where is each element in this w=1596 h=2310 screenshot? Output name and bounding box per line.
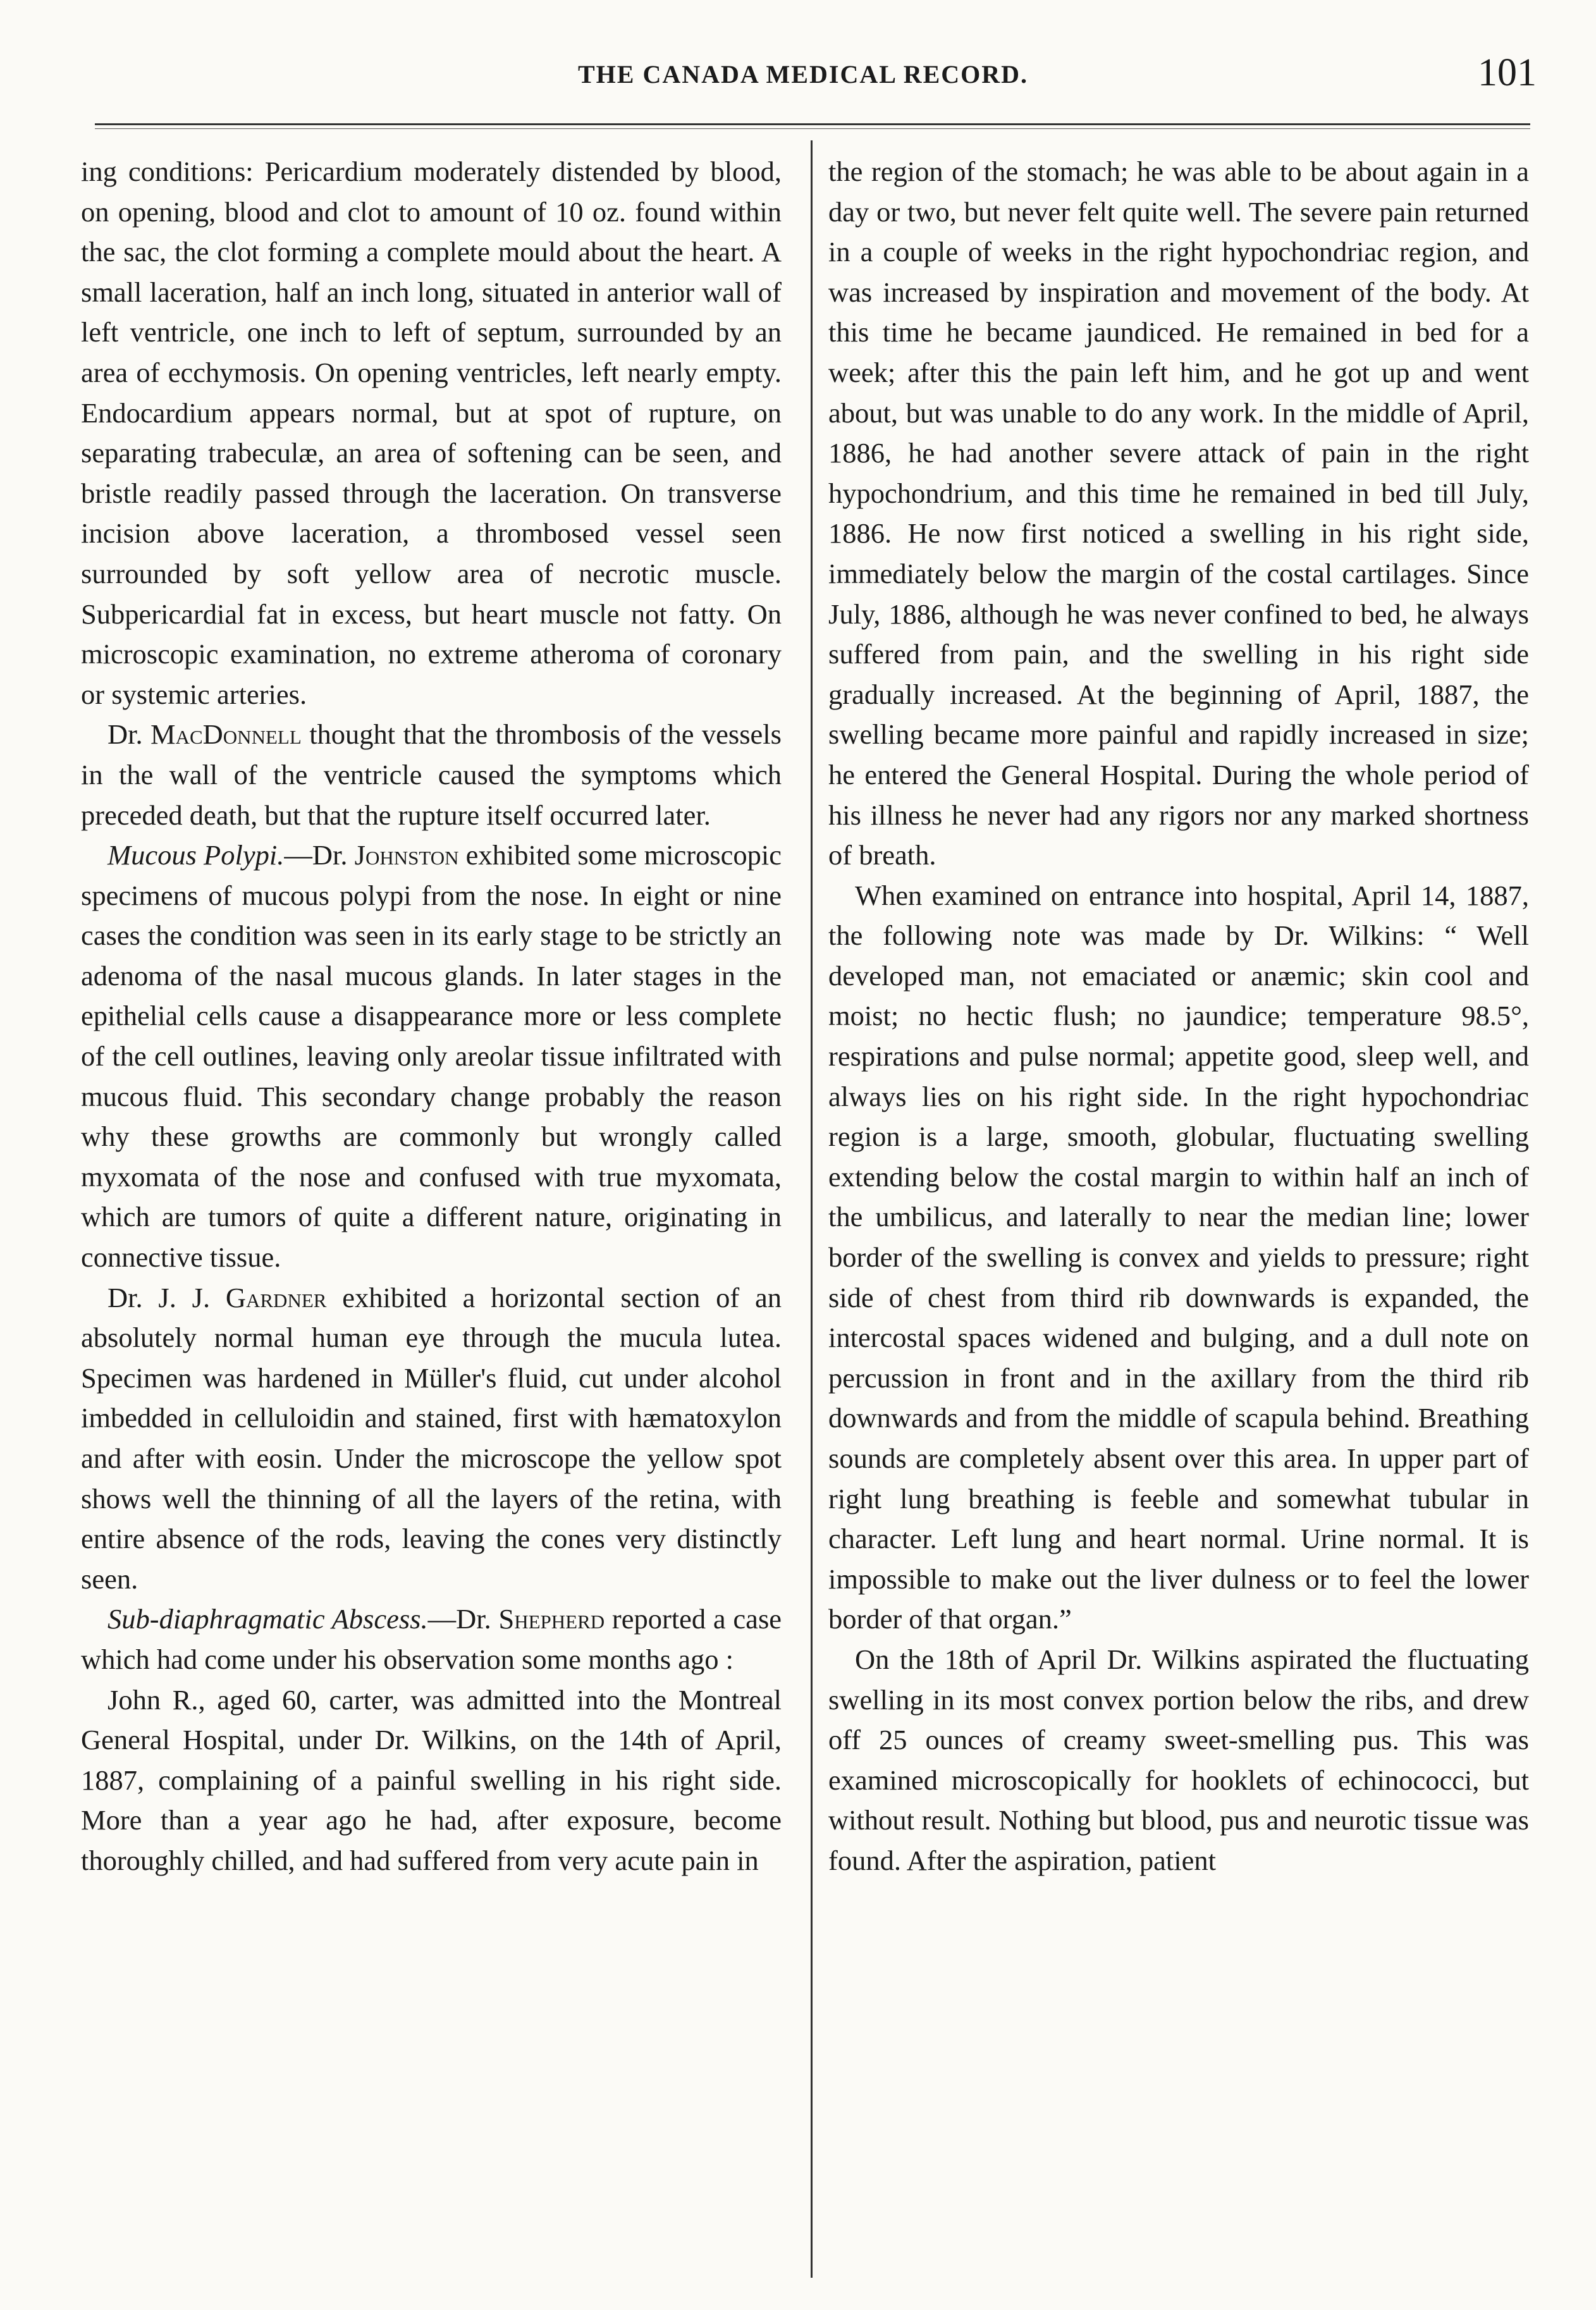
running-title: THE CANADA MEDICAL RECORD.	[577, 60, 1029, 89]
paragraph-aspiration: On the 18th of April Dr. Wilkins aspirated the fluctuating swelling in its most convex portion below the ribs, and drew off 25 ounces of creamy sweet-smelling pus. This was examined microscopically for hooklets of echinococci, but without result. Nothing but blood, pus and neurotic tissue was found. After the aspiration, patient	[828, 1643, 1529, 1876]
paragraph-macdonnell	[81, 715, 782, 835]
paragraph-gardner	[81, 1278, 782, 1600]
author-name: Johnston	[354, 839, 459, 871]
paragraph-autopsy-findings: ing conditions: Pericardium moderately distended by blood, on opening, blood and clot to amount of 10 oz. found within the sac, the clot forming a complete mould about the heart. A small laceration, half an inch long, situated in anterior wall of left ventricle, one inch to left of septum, surrounded by an area of ecchymosis. On opening ventricles, left nearly empty. Endocardium appears normal, but at spot of rupture, on separating trabeculæ, an area of softening can be seen, and bristle readily passed through the laceration. On transverse incision above laceration, a thrombosed vessel seen surrounded by soft yellow area of necrotic muscle. Subpericardial fat in excess, but heart muscle not fatty. On microscopic examination, no extreme atheroma of coronary or systemic arteries.	[81, 156, 782, 710]
text-body: exhibited some microscopic specimens of mucous polypi from the nose. In eight or nine cases the condition was seen in its early stage to be strictly an adenoma of the nasal mucous glands. In later stages in the epithelial cells cause a disappearance more or less complete of the cell outlines, leaving only areolar tissue infiltrated with mucous fluid. This secondary change probably the reason why these growths are commonly but wrongly called myxomata of the nose and confused with true myxomata, which are tumors of quite a different nature, originating in connective tissue.	[81, 839, 782, 1274]
paragraph-case-john-r: John R., aged 60, carter, was admitted into the Montreal General Hospital, under Dr. Wilkins, on the 14th of April, 1887, complaining of a painful swelling in his right side. More than a year ago he had, after exposure, become thoroughly chilled, and had suffered from very acute pain in	[81, 1683, 782, 1876]
heading-dash: —Dr.	[427, 1603, 499, 1635]
text-body: reported a case which had come under his observation some months ago :	[81, 1603, 782, 1675]
paragraph-history: the region of the stomach; he was able to be about again in a day or two, but never felt quite well. The severe pain returned in a couple of weeks in the right hypochondriac region, and was increased by inspiration and movement of the body. At this time he became jaundiced. He remained in bed for a week; after this the pain left him, and he got up and went about, but was unable to do any work. In the middle of April, 1886, he had another severe attack of pain in the right hypochondrium, and this time he remained in bed till July, 1886. He now first noticed a swelling in his right side, immediately below the margin of the costal cartilages. Since July, 1886, although he was never confined to bed, he always suffered from pain, and the swelling in his right side gradually increased. At the beginning of April, 1887, the swelling became more painful and rapidly increased in size; he entered the General Hospital. During the whole period of his illness he never had any rigors nor any marked shortness of breath.	[828, 156, 1529, 871]
text-body: thought that the thrombosis of the vessels in the wall of the ventricle caused the symptoms which preceded death, but that the rupture itself occurred later.	[81, 718, 782, 831]
text-body: exhibited a horizontal section of an absolutely normal human eye through the mucula lutea. Specimen was hardened in Müller's fluid, cut under alcohol imbedded in celluloidin and stained, first with hæmatoxylon and after with eosin. Under the microscope the yellow spot shows well the thinning of all the layers of the retina, with entire absence of the rods, leaving the cones very distinctly seen.	[81, 1281, 782, 1595]
author-name: Shepherd	[498, 1603, 605, 1635]
paragraph-subdiaphragmatic-abscess	[81, 1599, 782, 1680]
paragraph-examination: When examined on entrance into hospital, April 14, 1887, the following note was made by Dr. Wilkins: “ Well developed man, not emaciated or anæmic; skin cool and moist; no hectic flush; no jaundice; temperature 98.5°, respirations and pulse normal; appetite good, sleep well, and always lies on his right side. In the right hypochondriac region is a large, smooth, globular, fluctuating swelling extending below the costal margin to within half an inch of the umbilicus, and laterally to near the median line; lower border of the swelling is convex and yields to pressure; right side of chest from third rib downwards is expanded, the intercostal spaces widened and bulging, and a dull note on percussion in front and in the axillary from the third rib downwards and from the middle of scapula behind. Breathing sounds are completely absent over this area. In upper part of right lung breathing is feeble and somewhat tubular in character. Left lung and heart normal. Urine normal. It is impossible to make out the liver dulness or to feel the lower border of that organ.”	[828, 879, 1529, 1635]
section-heading: Mucous Polypi.	[107, 839, 285, 871]
right-column	[828, 152, 1529, 2302]
author-name: Gardner	[225, 1281, 327, 1313]
paragraph-mucous-polypi	[81, 835, 782, 1278]
page-header	[70, 51, 1537, 108]
page-number: 101	[1478, 51, 1537, 94]
author-name: MacDonnell	[150, 718, 302, 751]
left-column	[81, 152, 782, 2302]
text-prefix: Dr.	[107, 718, 151, 751]
heading-dash: —Dr.	[284, 839, 355, 871]
column-divider	[811, 140, 813, 2278]
section-heading: Sub-diaphragmatic Abscess.	[107, 1603, 428, 1635]
header-rule	[95, 123, 1530, 129]
text-prefix: Dr. J. J.	[107, 1281, 226, 1313]
